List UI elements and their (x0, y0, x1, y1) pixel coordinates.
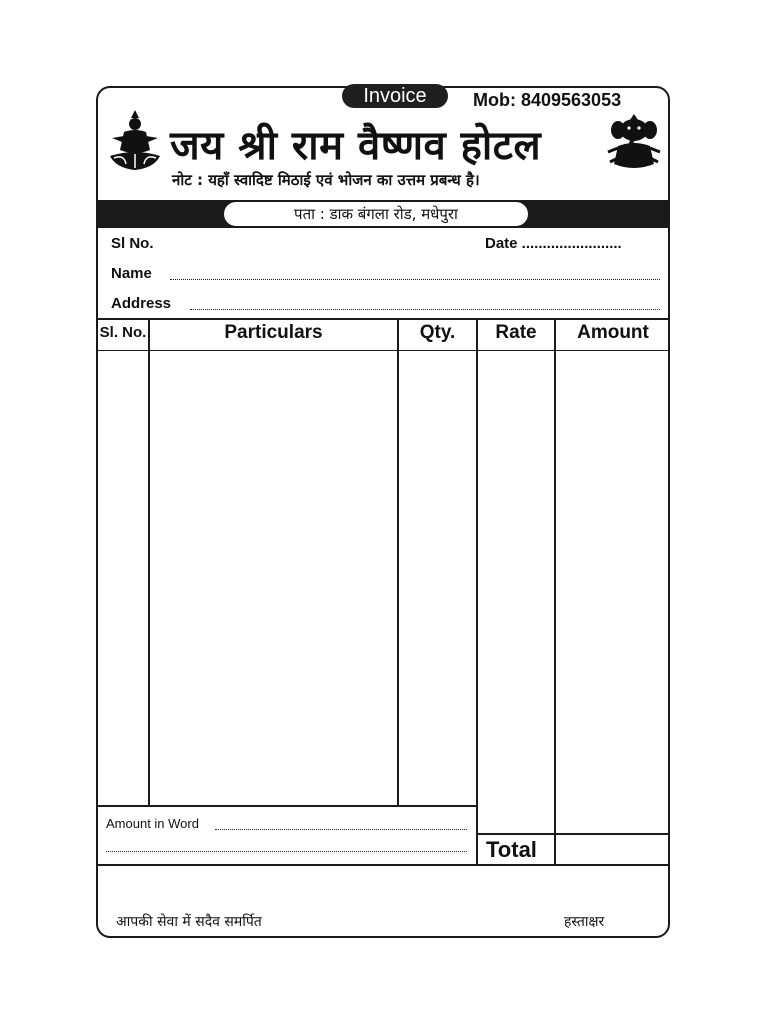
amount-word-top-border (96, 805, 477, 807)
table-header-border (96, 350, 670, 351)
date-label: Date ........................ (485, 235, 622, 252)
ganesha-figure-icon (604, 112, 664, 174)
column-divider (554, 318, 556, 866)
lakshmi-figure-icon (104, 108, 166, 174)
column-divider (397, 318, 399, 806)
signature-label: हस्ताक्षर (564, 914, 605, 930)
hotel-name: जय श्री राम वैष्णव होटल (170, 123, 542, 169)
address-label: Address (111, 295, 172, 312)
col-header-amount: Amount (577, 322, 649, 343)
table-top-border (96, 318, 670, 320)
address-field[interactable] (190, 308, 660, 310)
table-bottom-border (96, 864, 670, 866)
amount-in-word-field[interactable] (215, 828, 467, 830)
name-label: Name (111, 265, 152, 282)
mobile-number: Mob: 8409563053 (473, 90, 622, 110)
hotel-note: नोट : यहाँ स्वादिष्ट मिठाई एवं भोजन का उत्तम प्रबन्ध है। (172, 171, 480, 189)
col-header-particulars: Particulars (224, 322, 323, 343)
col-header-rate: Rate (495, 322, 537, 343)
sl-no-label: Sl No. (111, 235, 154, 252)
hotel-address: पता : डाक बंगला रोड, मधेपुरा (224, 202, 528, 226)
total-amount-field[interactable] (558, 837, 666, 863)
footer-tagline: आपकी सेवा में सदैव समर्पित (116, 914, 262, 930)
total-top-border (476, 833, 670, 835)
amount-in-word-label: Amount in Word (106, 816, 199, 831)
column-divider (148, 318, 150, 806)
col-header-sl-no: Sl. No. (99, 324, 147, 341)
total-label: Total (486, 837, 537, 862)
amount-in-word-field-2[interactable] (106, 850, 467, 852)
name-field[interactable] (170, 278, 660, 280)
invoice-label: Invoice (342, 84, 448, 108)
col-header-qty: Qty. (419, 322, 456, 343)
column-divider (476, 318, 478, 866)
